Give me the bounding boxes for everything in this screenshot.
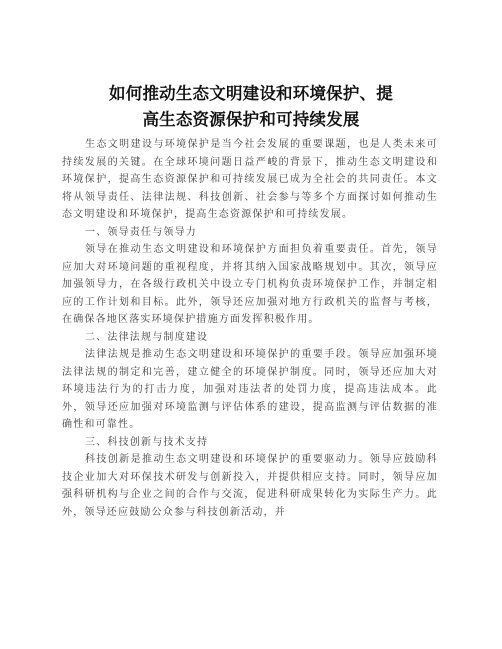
document-title-line-1: 如何推动生态文明建设和环境保护、提 (109, 84, 393, 103)
section-heading-3: 三、科技创新与技术支持 (85, 436, 209, 448)
section-heading-1: 一、领导责任与领导力 (85, 226, 197, 238)
section-body-3: 科技创新是推动生态文明建设和环境保护的重要驱动力。领导应鼓励科技企业加大对环保技术研发与创新投入，并提供相应支持。同时，领导应加强科研机构与企业之间的合作与交流，促进科研成果转化为实际生产力。此外，领导还应鼓励公众参与科技创新活动，并 (62, 454, 438, 518)
document-body (62, 136, 438, 521)
document-title-line-2: 高生态资源保护和可持续发展 (142, 110, 360, 129)
section-heading-2: 二、法律法规与制度建设 (85, 331, 209, 343)
section-body-1: 领导在推动生态文明建设和环境保护方面担负着重要责任。首先，领导应加大对环境问题的重视程度，并将其纳入国家战略规划中。其次，领导应加强领导力，在各级行政机关中设立专门机构负责环境保护工作，并制定相应的工作计划和目标。此外，领导还应加强对地方行政机关的监督与考核，在确保各地区落实环境保护措施方面发挥积极作用。 (62, 244, 438, 325)
section-body-2: 法律法规是推动生态文明建设和环境保护的重要手段。领导应加强环境法律法规的制定和完善，建立健全的环境保护制度。同时，领导还应加大对环境违法行为的打击力度，加强对违法者的处罚力度，提高违法成本。此外，领导还应加强对环境监测与评估体系的建设，提高监测与评估数据的准确性和可靠性。 (62, 349, 438, 430)
intro-paragraph: 生态文明建设与环境保护是当今社会发展的重要课题，也是人类未来可持续发展的关键。在全球环境问题日益严峻的背景下，推动生态文明建设和环境保护，提高生态资源保护和可持续发展已成为全社会的共同责任。本文将从领导责任、法律法规、科技创新、社会参与等多个方面探讨如何推动生态文明建设和环境保护，提高生态资源保护和可持续发展。 (62, 139, 438, 220)
